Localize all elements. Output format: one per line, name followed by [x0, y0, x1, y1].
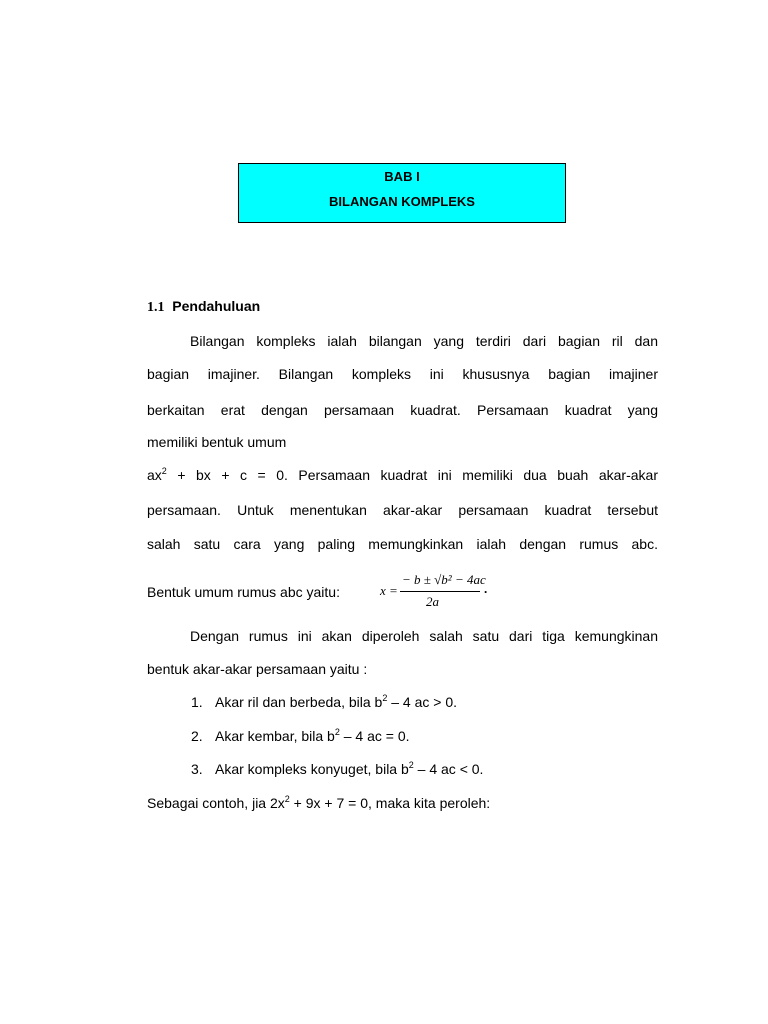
equation-pre: ax [147, 467, 162, 483]
section-number: 1.1 [147, 300, 165, 315]
formula-intro: Bentuk umum rumus abc yaitu: [147, 584, 340, 600]
paragraph-line: Dengan rumus ini akan diperoleh salah satu dari tiga kemungkinan [190, 628, 658, 644]
list-item: 3. Akar kompleks konyuget, bila $b^2 - 4$ ac < 0. [191, 760, 484, 777]
quadratic-formula [380, 572, 520, 612]
paragraph-line: salah satu cara yang paling memungkinkan ialah dengan rumus abc. [147, 536, 658, 552]
equation-sup: 2 [161, 466, 167, 476]
example-line: Sebagai contoh, jia $2x^2 + 9x + 7 = 0$, maka kita peroleh: [147, 794, 491, 811]
paragraph-line: bagian imajiner. Bilangan kompleks ini khususnya bagian imajiner [147, 366, 658, 382]
paragraph-line: bentuk akar-akar persamaan yaitu : [147, 661, 368, 677]
section-heading [147, 298, 260, 316]
paragraph-line: Bilangan kompleks ialah bilangan yang terdiri dari bagian ril dan [190, 333, 658, 349]
section-label: Pendahuluan [172, 298, 261, 314]
formula-end: . [484, 581, 488, 596]
list-item: 1. Akar ril dan berbeda, bila $b^2 - 4$ ac > 0. [191, 693, 458, 710]
formula-lhs: x = [380, 583, 398, 598]
equation-line [147, 466, 658, 484]
chapter-title: BILANGAN KOMPLEKS [329, 194, 475, 209]
chapter-title-box [238, 163, 566, 223]
list-item: 2. Akar kembar, bila $b^2 - 4$ ac = 0. [191, 727, 410, 744]
formula-numerator: − b ± √b² − 4ac [402, 572, 486, 587]
chapter-number: BAB I [384, 169, 420, 184]
paragraph-line: berkaitan erat dengan persamaan kuadrat. Persamaan kuadrat yang [147, 402, 658, 418]
paragraph-line: memiliki bentuk umum [147, 434, 287, 450]
formula-denominator: 2a [426, 594, 439, 609]
equation-post: + bx + c = 0. Persamaan kuadrat ini memiliki dua buah akar-akar [166, 467, 658, 483]
paragraph-line: persamaan. Untuk menentukan akar-akar persamaan kuadrat tersebut [147, 502, 658, 518]
fraction-bar [400, 591, 480, 592]
